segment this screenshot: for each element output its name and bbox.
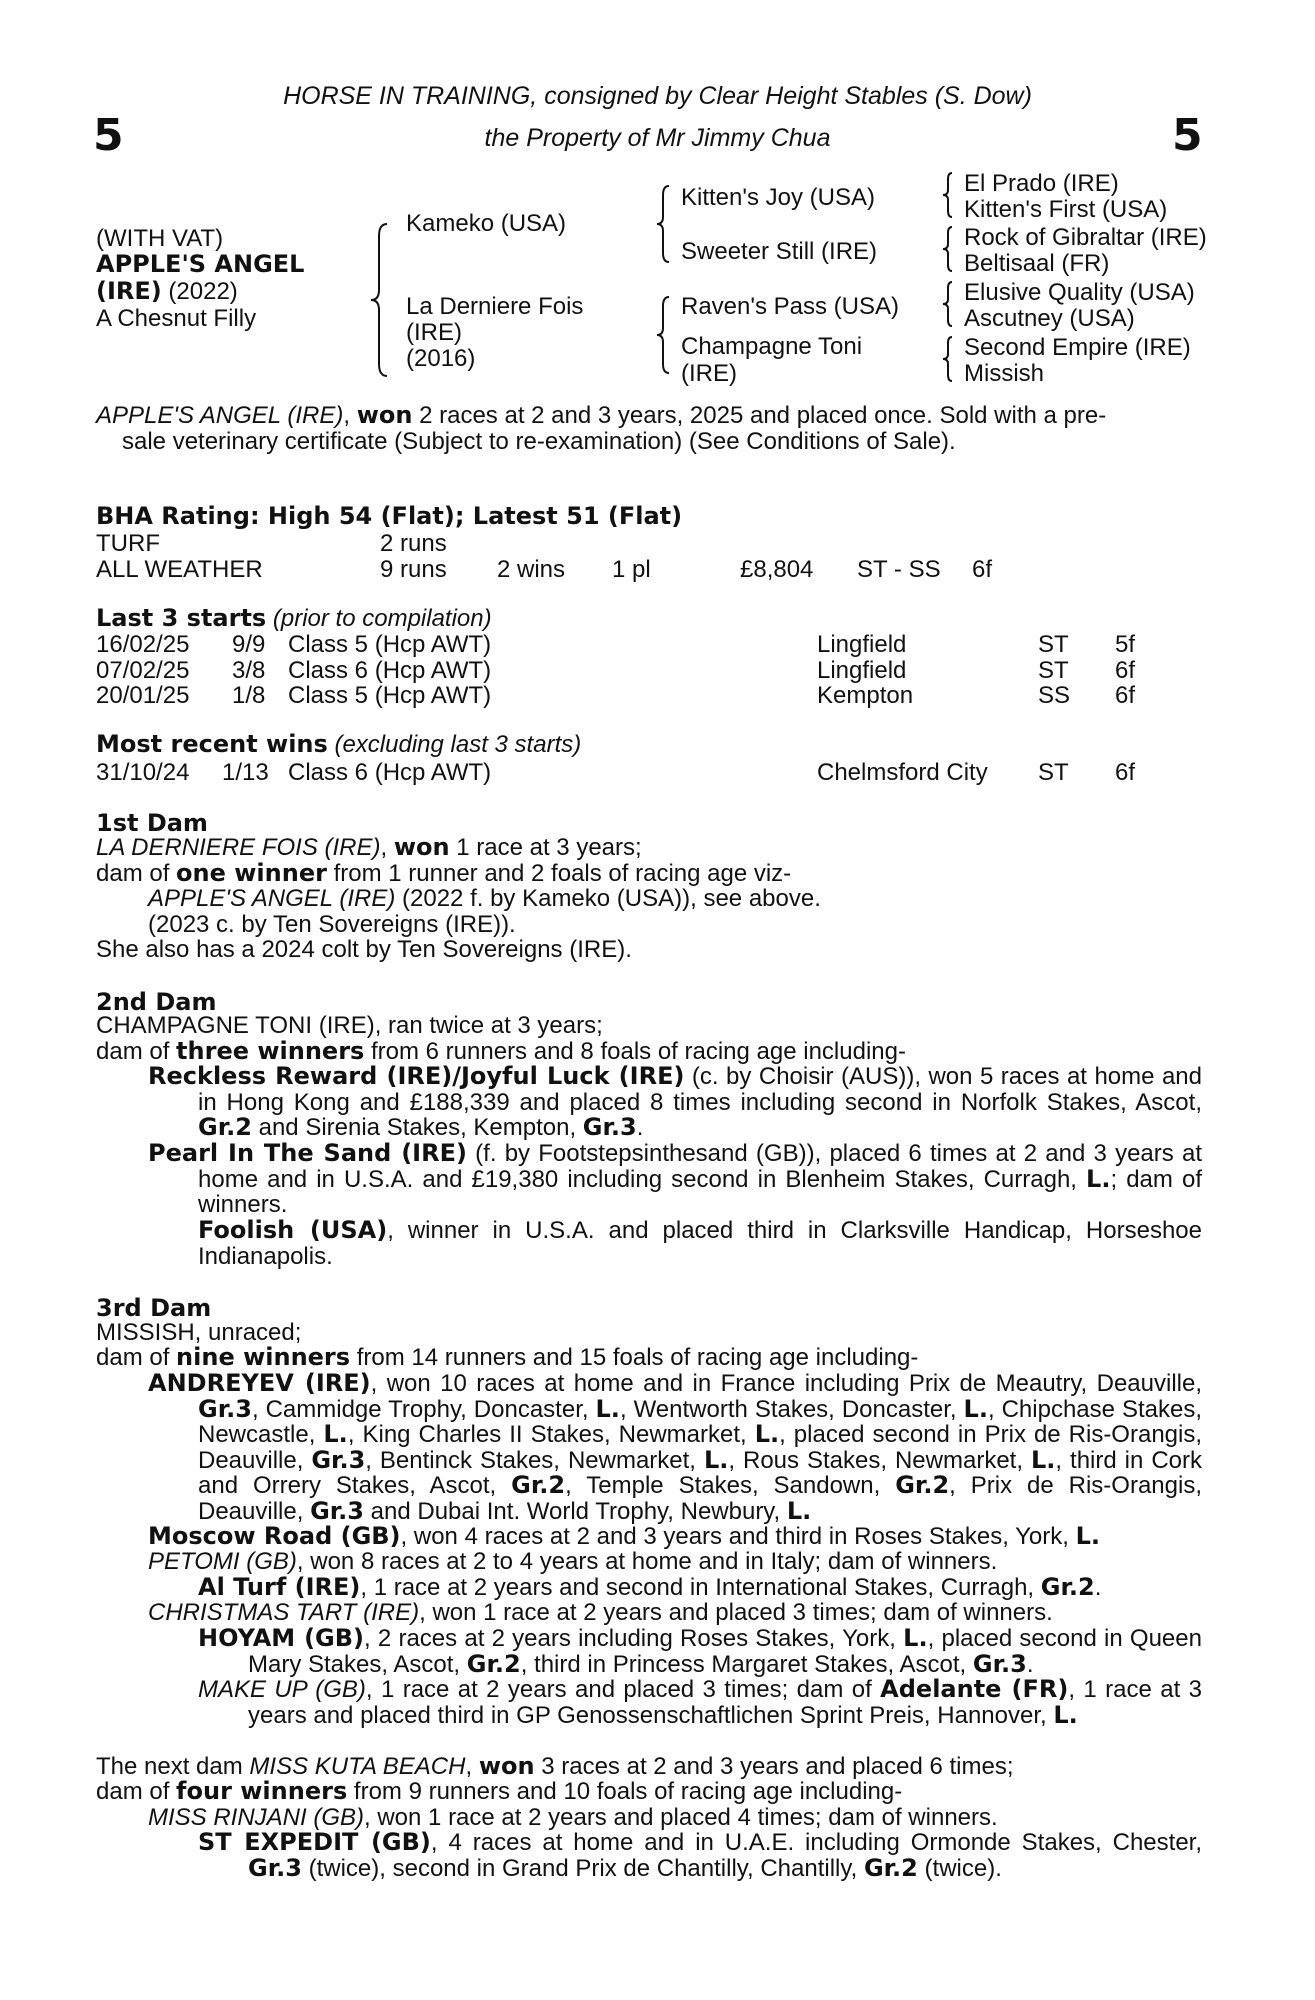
vat-label: (WITH VAT) bbox=[96, 225, 224, 252]
win-surface: ST bbox=[1038, 759, 1069, 786]
start-course: Lingfield bbox=[817, 631, 907, 658]
next-dam-line2: dam of four winners from 9 runners and 10 foals of racing age including- bbox=[96, 1777, 903, 1805]
pedigree-brace-g78 bbox=[940, 334, 956, 384]
start-surface: ST bbox=[1038, 657, 1069, 684]
pedigree-sire-sire: Kitten's Joy (USA) bbox=[681, 184, 875, 211]
pedigree-brace-sire bbox=[653, 183, 675, 265]
start-surface: SS bbox=[1038, 682, 1071, 709]
aw-going: ST - SS bbox=[857, 556, 941, 583]
first-dam-heading: 1st Dam bbox=[96, 809, 208, 837]
header-owner: the Property of Mr Jimmy Chua bbox=[484, 124, 831, 152]
summary-line2: sale veterinary certificate (Subject to re-examination) (See Conditions of Sale). bbox=[122, 428, 956, 455]
rating-title: BHA Rating: High 54 (Flat); Latest 51 (Flat) bbox=[96, 502, 683, 530]
next-dam-entry-st-expedit: ST EXPEDIT (GB), 4 races at home and in U.A.E. including Ormonde Stakes, Chester, Gr.3 (twice), second in Grand Prix de Chantilly, Chantilly, Gr.2 (twice). bbox=[198, 1828, 1203, 1882]
start-distance: 6f bbox=[1115, 682, 1136, 709]
start-class: Class 5 (Hcp AWT) bbox=[288, 631, 492, 658]
start-surface: ST bbox=[1038, 631, 1069, 658]
start-class: Class 5 (Hcp AWT) bbox=[288, 682, 492, 709]
aw-label: ALL WEATHER bbox=[96, 556, 263, 583]
third-dam-entry-hoyam: HOYAM (GB), 2 races at 2 years including Roses Stakes, York, L., placed second in Queen Mary Stakes, Ascot, Gr.2, third in Princess Margaret Stakes, Ascot, Gr.3. bbox=[198, 1624, 1202, 1678]
start-position: 9/9 bbox=[232, 631, 266, 658]
pedigree-g6: Ascutney (USA) bbox=[964, 305, 1135, 332]
aw-wins: 2 wins bbox=[497, 556, 566, 583]
start-position: 1/8 bbox=[232, 682, 266, 709]
pedigree-dam-dam-origin: (IRE) bbox=[681, 360, 737, 387]
third-dam-entry-christmas-tart: CHRISTMAS TART (IRE), won 1 race at 2 years and placed 3 times; dam of winners. bbox=[148, 1599, 1053, 1626]
first-dam-line2: dam of one winner from 1 runner and 2 foals of racing age viz- bbox=[96, 859, 792, 887]
first-dam-note: She also has a 2024 colt by Ten Sovereigns (IRE). bbox=[96, 936, 632, 963]
last3-heading: Last 3 starts (prior to compilation) bbox=[96, 604, 492, 632]
recent-wins-heading: Most recent wins (excluding last 3 starts) bbox=[96, 730, 582, 758]
horse-origin-year: (IRE) (2022) bbox=[96, 277, 238, 305]
pedigree-brace-dam bbox=[653, 294, 675, 376]
win-class: Class 6 (Hcp AWT) bbox=[288, 759, 492, 786]
aw-runs: 9 runs bbox=[380, 556, 447, 583]
pedigree-g8: Missish bbox=[964, 360, 1045, 387]
third-dam-line2: dam of nine winners from 14 runners and 15 foals of racing age including- bbox=[96, 1343, 919, 1371]
start-distance: 5f bbox=[1115, 631, 1136, 658]
pedigree-sire: Kameko (USA) bbox=[406, 210, 567, 237]
start-date: 16/02/25 bbox=[96, 631, 190, 658]
pedigree-dam-sire: Raven's Pass (USA) bbox=[681, 293, 899, 320]
pedigree-brace-g34 bbox=[940, 224, 956, 274]
first-dam-produce2: (2023 c. by Ten Sovereigns (IRE)). bbox=[148, 911, 516, 938]
next-dam-entry-miss-rinjani: MISS RINJANI (GB), won 1 race at 2 years and placed 4 times; dam of winners. bbox=[148, 1804, 998, 1831]
third-dam-entry-make-up: MAKE UP (GB), 1 race at 2 years and placed 3 times; dam of Adelante (FR), 1 race at 3 years and placed third in GP Genossenschaftlichen Sprint Preis, Hannover, L. bbox=[198, 1675, 1202, 1729]
start-course: Lingfield bbox=[817, 657, 907, 684]
start-date: 20/01/25 bbox=[96, 682, 190, 709]
aw-prize: £8,804 bbox=[740, 556, 814, 583]
win-position: 1/13 bbox=[222, 759, 269, 786]
start-position: 3/8 bbox=[232, 657, 266, 684]
second-dam-entry-reckless-reward: Reckless Reward (IRE)/Joyful Luck (IRE) (c. by Choisir (AUS)), won 5 races at home and in Hong Kong and £188,339 and placed 8 times including second in Norfolk Stakes, Ascot, Gr.2 and Sirenia Stakes, Kempton, Gr.3. bbox=[148, 1062, 1202, 1141]
header-consignor: HORSE IN TRAINING, consigned by Clear Height Stables (S. Dow) bbox=[283, 82, 1032, 110]
pedigree-g2: Kitten's First (USA) bbox=[964, 196, 1168, 223]
pedigree-brace-main bbox=[365, 220, 395, 380]
horse-name: APPLE'S ANGEL bbox=[96, 250, 305, 278]
third-dam-entry-andreyev: ANDREYEV (IRE), won 10 races at home and in France including Prix de Meautry, Deauville, Gr.3, Cammidge Trophy, Doncaster, L., Wentworth Stakes, Doncaster, L., Chipchase Stakes, Newcastle, L., King Charles II Stakes, Newmarket, L., placed second in Prix de Ris-Orangis, Deauville, Gr.3, Bentinck Stakes, Newmarket, L., Rous Stakes, Newmarket, L., third in Cork and Orrery Stakes, Ascot, Gr.2, Temple Stakes, Sandown, Gr.2, Prix de Ris-Orangis, Deauville, Gr.3 and Dubai Int. World Trophy, Newbury, L. bbox=[148, 1369, 1203, 1525]
third-dam-entry-al-turf: Al Turf (IRE), 1 race at 2 years and second in International Stakes, Curragh, Gr.2. bbox=[198, 1573, 1102, 1601]
second-dam-entry-pearl-in-the-sand: Pearl In The Sand (IRE) (f. by Footstepsinthesand (GB)), placed 6 times at 2 and 3 years at home and in U.S.A. and £19,380 including second in Blenheim Stakes, Curragh, L.; dam of winners. bbox=[148, 1139, 1202, 1218]
third-dam-entry-moscow-road: Moscow Road (GB), won 4 races at 2 and 3 years and third in Roses Stakes, York, L. bbox=[148, 1522, 1100, 1550]
pedigree-dam-dam: Champagne Toni bbox=[681, 333, 863, 360]
first-dam-produce1: APPLE'S ANGEL (IRE) (2022 f. by Kameko (USA)), see above. bbox=[148, 885, 821, 912]
aw-placed: 1 pl bbox=[612, 556, 651, 583]
start-class: Class 6 (Hcp AWT) bbox=[288, 657, 492, 684]
second-dam-entry-foolish: Foolish (USA), winner in U.S.A. and placed third in Clarksville Handicap, Horseshoe Indianapolis. bbox=[198, 1216, 1202, 1270]
pedigree-g3: Rock of Gibraltar (IRE) bbox=[964, 224, 1207, 251]
pedigree-g1: El Prado (IRE) bbox=[964, 170, 1119, 197]
pedigree-dam-year: (2016) bbox=[406, 345, 476, 372]
lot-number-right: 5 bbox=[1172, 110, 1203, 161]
pedigree-dam-origin: (IRE) bbox=[406, 319, 462, 346]
pedigree-g4: Beltisaal (FR) bbox=[964, 250, 1110, 277]
win-distance: 6f bbox=[1115, 759, 1136, 786]
next-dam-line1: The next dam MISS KUTA BEACH, won 3 races at 2 and 3 years and placed 6 times; bbox=[96, 1752, 1014, 1780]
start-distance: 6f bbox=[1115, 657, 1136, 684]
summary-line1: APPLE'S ANGEL (IRE), won 2 races at 2 and 3 years, 2025 and placed once. Sold with a pre- bbox=[96, 401, 1107, 429]
pedigree-sire-dam: Sweeter Still (IRE) bbox=[681, 238, 878, 265]
second-dam-line1: CHAMPAGNE TONI (IRE), ran twice at 3 years; bbox=[96, 1012, 603, 1039]
horse-description: A Chesnut Filly bbox=[96, 305, 257, 332]
start-course: Kempton bbox=[817, 682, 914, 709]
third-dam-line1: MISSISH, unraced; bbox=[96, 1319, 302, 1346]
pedigree-g5: Elusive Quality (USA) bbox=[964, 279, 1195, 306]
first-dam-line1: LA DERNIERE FOIS (IRE), won 1 race at 3 years; bbox=[96, 833, 642, 861]
win-course: Chelmsford City bbox=[817, 759, 988, 786]
third-dam-heading: 3rd Dam bbox=[96, 1294, 212, 1322]
win-date: 31/10/24 bbox=[96, 759, 190, 786]
second-dam-line2: dam of three winners from 6 runners and 8 foals of racing age including- bbox=[96, 1037, 906, 1065]
aw-distance: 6f bbox=[972, 556, 993, 583]
turf-label: TURF bbox=[96, 530, 160, 557]
second-dam-heading: 2nd Dam bbox=[96, 988, 217, 1016]
pedigree-g7: Second Empire (IRE) bbox=[964, 334, 1191, 361]
turf-runs: 2 runs bbox=[380, 530, 447, 557]
pedigree-dam-name: La Derniere Fois bbox=[406, 293, 584, 320]
pedigree-brace-g12 bbox=[940, 170, 956, 220]
start-date: 07/02/25 bbox=[96, 657, 190, 684]
pedigree-brace-g56 bbox=[940, 279, 956, 329]
lot-number-left: 5 bbox=[93, 110, 124, 161]
third-dam-entry-petomi: PETOMI (GB), won 8 races at 2 to 4 years at home and in Italy; dam of winners. bbox=[148, 1548, 998, 1575]
